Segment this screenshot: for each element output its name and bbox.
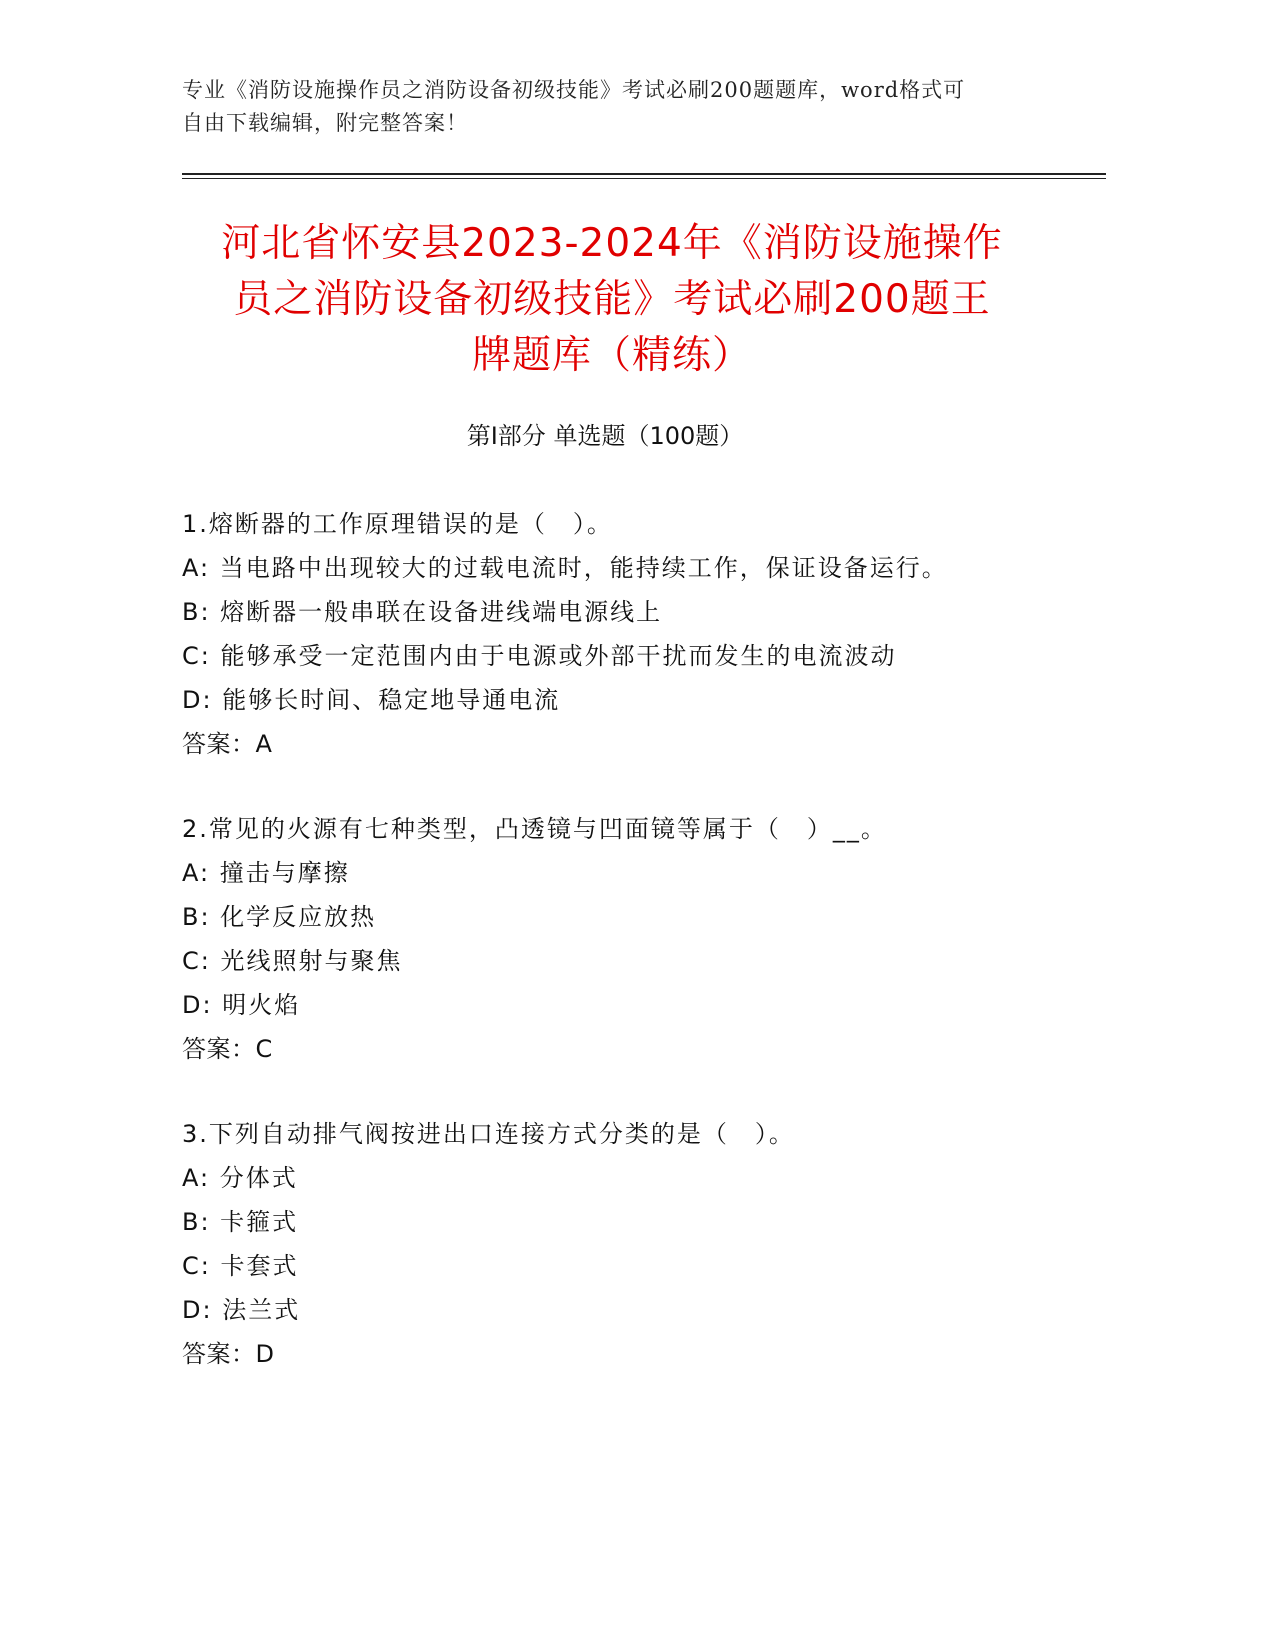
option-b: B: 卡箍式 — [182, 1208, 299, 1236]
question-2 — [182, 807, 1082, 1071]
document-title — [182, 216, 1042, 384]
question-3 — [182, 1112, 1082, 1376]
answer: 答案：D — [182, 1340, 275, 1368]
header-divider-thin — [182, 178, 1106, 179]
title-line-3: 牌题库（精练） — [471, 333, 752, 378]
option-d: D: 明火焰 — [182, 991, 301, 1019]
option-d: D: 法兰式 — [182, 1296, 301, 1324]
answer: 答案：C — [182, 1035, 273, 1063]
header-note-line-1: 专业《消防设施操作员之消防设备初级技能》考试必刷200题题库，word格式可 — [182, 78, 966, 102]
option-c: C: 卡套式 — [182, 1252, 299, 1280]
option-b: B: 化学反应放热 — [182, 903, 377, 931]
question-stem: 1.熔断器的工作原理错误的是（ ）。 — [182, 510, 613, 538]
question-1 — [182, 502, 1082, 766]
option-c: C: 光线照射与聚焦 — [182, 947, 403, 975]
question-stem: 2.常见的火源有七种类型，凸透镜与凹面镜等属于（ ）__。 — [182, 815, 887, 843]
header-note-line-2: 自由下载编辑，附完整答案！ — [182, 111, 468, 135]
option-a: A: 当电路中出现较大的过载电流时，能持续工作，保证设备运行。 — [182, 554, 948, 582]
option-a: A: 撞击与摩擦 — [182, 859, 350, 887]
title-line-2: 员之消防设备初级技能》考试必刷200题王 — [233, 277, 991, 322]
question-stem: 3.下列自动排气阀按进出口连接方式分类的是（ ）。 — [182, 1120, 795, 1148]
title-line-1: 河北省怀安县2023-2024年《消防设施操作 — [221, 221, 1003, 266]
header-note — [182, 74, 1032, 140]
section-heading: 第Ⅰ部分 单选题（100题） — [466, 422, 744, 450]
header-divider-thick — [182, 173, 1106, 175]
answer: 答案：A — [182, 730, 273, 758]
option-d: D: 能够长时间、稳定地导通电流 — [182, 686, 561, 714]
option-b: B: 熔断器一般串联在设备进线端电源线上 — [182, 598, 663, 626]
option-a: A: 分体式 — [182, 1164, 298, 1192]
option-c: C: 能够承受一定范围内由于电源或外部干扰而发生的电流波动 — [182, 642, 897, 670]
